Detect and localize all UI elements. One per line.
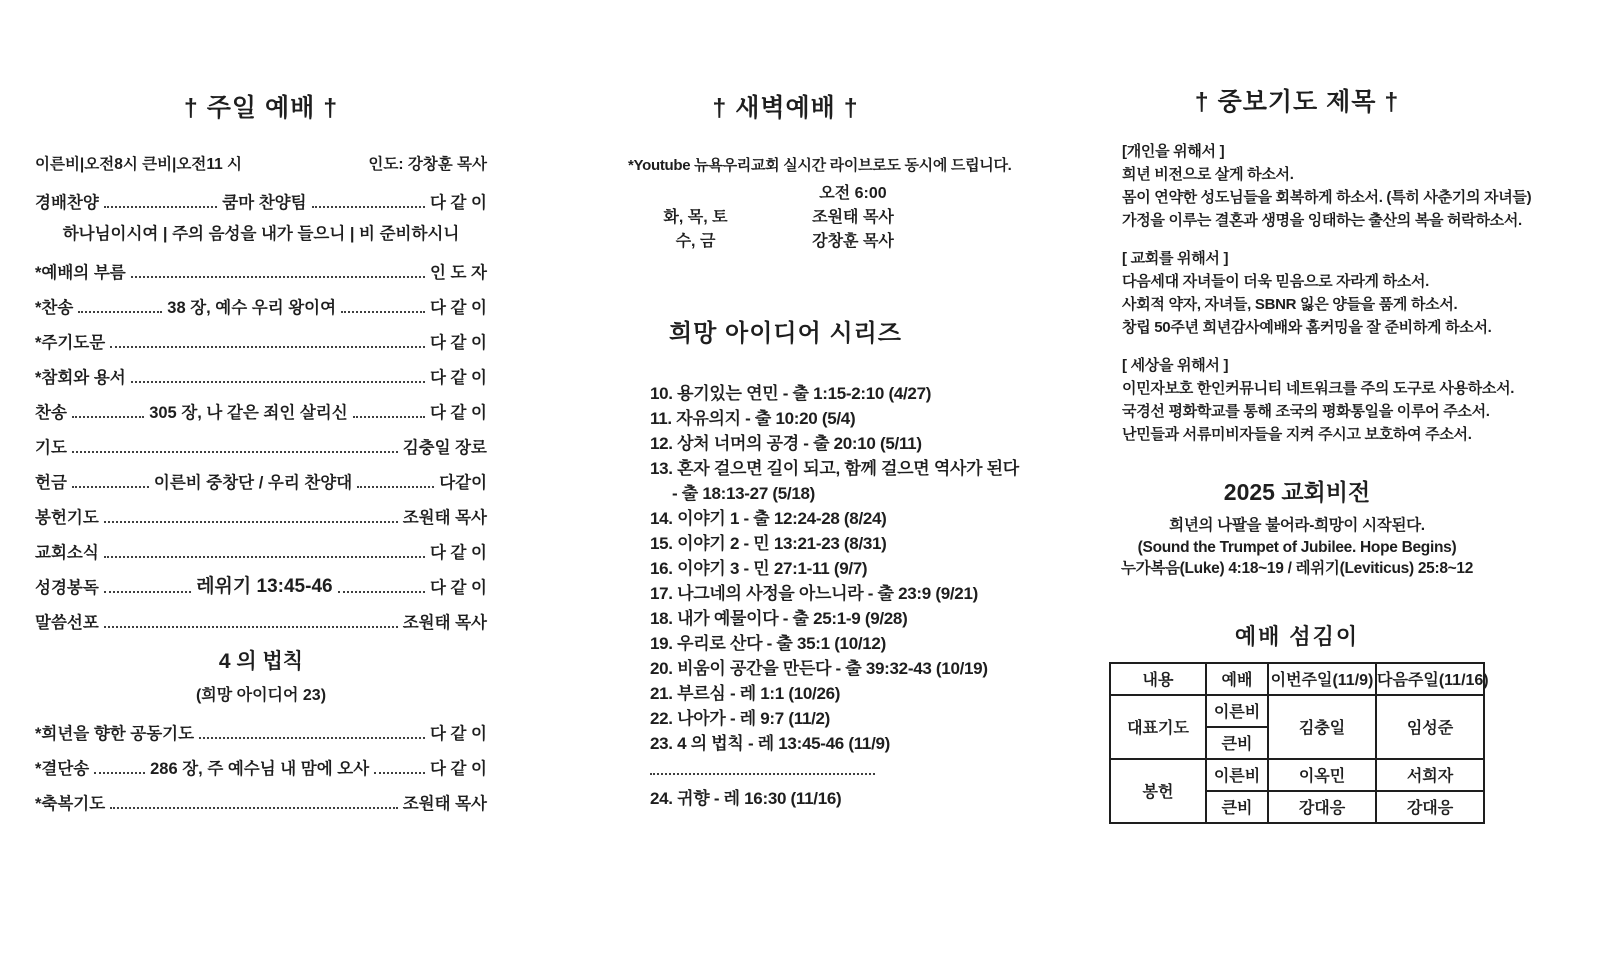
row-label: 봉헌기도 [35,509,99,527]
row-label: 경배찬양 [35,194,99,212]
series-item-continuation: - 출 18:13-27 (5/18) [672,484,816,503]
prayer-group-church [1122,247,1491,339]
sunday-worship-column [35,88,487,818]
series-item: 16. 이야기 3 - 민 27:1-11 (9/7) [650,559,868,578]
row-value: 다 같 이 [430,404,488,422]
service-row [35,357,487,392]
servants-table [1109,662,1489,824]
row-label: 성경봉독 [35,579,99,597]
prayer-group-header: [개인을 위해서 ] [1122,143,1225,160]
service-row [35,462,487,497]
closing-order [35,713,487,818]
dotted-leader [72,451,398,453]
service-row [35,497,487,532]
service-row [35,322,487,357]
sermon-subtitle: (희망 아이디어 23) [195,687,327,704]
schedule-row [628,227,943,251]
service-row [35,783,487,818]
dotted-leader [341,311,425,313]
dotted-leader [338,591,425,593]
sunday-worship-title: † 주일 예배 † [183,94,339,122]
row-value: 다 같 이 [430,579,488,597]
schedule-row [628,179,943,203]
row-value: 다 같 이 [430,760,488,778]
row-label: *참회와 용서 [35,369,126,387]
sunday-meta-row [35,152,487,174]
series-item: 13. 혼자 걸으면 길이 되고, 함께 걸으면 역사가 된다 [650,459,1019,478]
cell-name: 이옥민 [1268,759,1376,791]
service-row [35,602,487,637]
cell-service: 큰비 [1206,791,1268,823]
row-value: 다 같 이 [430,299,488,317]
vision-scripture: 누가복음(Luke) 4:18~19 / 레위기(Leviticus) 25:8~12 [1120,560,1474,577]
schedule-days: 화, 목, 토 [663,208,728,226]
prayer-line: 희년 비전으로 살게 하소서. [1122,166,1294,183]
service-row [35,567,487,602]
row-value: 조원태 목사 [402,509,487,527]
row-label: *주기도문 [35,334,106,352]
vision-slogan-english: (Sound the Trumpet of Jubilee. Hope Begins) [1137,538,1457,556]
dotted-leader [78,311,162,313]
dotted-leader [357,486,434,488]
service-row [35,252,487,287]
prayer-line: 다음세대 자녀들이 더욱 믿음으로 자라게 하소서. [1122,273,1430,290]
dawn-worship-title: † 새벽예배 † [712,94,859,122]
row-detail: 286 장, 주 예수님 내 맘에 오사 [150,760,370,778]
schedule-pastor: 조원태 목사 [812,208,894,226]
service-row [35,427,487,462]
row-value: 조원태 목사 [402,614,487,632]
sermon-title: 4 의 법칙 [218,650,304,673]
dotted-leader [94,772,145,774]
table-row [1110,695,1484,727]
header-next-week: 다음주일(11/16) [1376,663,1484,695]
cell-name: 강대응 [1268,791,1376,823]
series-item: 14. 이야기 1 - 출 12:24-28 (8/24) [650,509,887,528]
row-value: 다 같 이 [430,194,488,212]
dotted-leader [131,381,425,383]
row-value: 다 같 이 [430,334,487,352]
row-label: 교회소식 [35,544,99,562]
series-item: 24. 귀향 - 레 16:30 (11/16) [650,789,842,808]
cell-name: 김충일 [1268,695,1376,759]
row-detail: 38 장, 예수 우리 왕이여 [167,299,337,317]
dotted-leader [110,807,398,809]
row-detail: 쿰마 찬양팀 [222,194,307,212]
cell-category: 대표기도 [1110,695,1206,759]
row-label: 기도 [35,439,67,457]
vision-title: 2025 교회비전 [1223,479,1371,505]
row-value: 다같이 [439,474,488,492]
prayer-line: 창립 50주년 희년감사예배와 홈커밍을 잘 준비하게 하소서. [1122,319,1492,336]
series-item: 11. 자유의지 - 출 10:20 (5/4) [650,409,856,428]
intercession-column [1103,82,1532,824]
praise-hymn-line: 하나님이시여 | 주의 음성을 내가 들으니 | 비 준비하시니 [62,225,460,243]
prayer-line: 이민자보호 한인커뮤니티 네트워크를 주의 도구로 사용하소서. [1122,380,1515,397]
vision-slogan-korean: 희년의 나팔을 불어라-희망이 시작된다. [1169,517,1425,534]
row-label: *희년을 향한 공동기도 [35,725,195,743]
header-this-week: 이번주일(11/9) [1268,663,1376,695]
series-item: 21. 부르심 - 레 1:1 (10/26) [650,684,841,703]
dotted-leader [72,416,144,418]
dotted-leader [72,486,149,488]
series-item: 23. 4 의 법칙 - 레 13:45-46 (11/9) [650,734,891,753]
dotted-leader [104,626,398,628]
service-row [35,182,487,217]
law-of-four-section [35,645,487,818]
youtube-live-note: *Youtube 뉴욕우리교회 실시간 라이브로도 동시에 드립니다. [628,157,1012,174]
service-row [35,713,487,748]
row-value: 인 도 자 [430,264,487,282]
servants-title: 예배 섬김이 [1234,623,1360,649]
intercession-groups [1103,140,1532,446]
dotted-leader [353,416,425,418]
prayer-line: 난민들과 서류미비자들을 지켜 주시고 보호하여 주소서. [1122,426,1472,443]
service-row [35,748,487,783]
prayer-group-header: [ 세상을 위해서 ] [1122,357,1229,374]
series-item: 17. 나그네의 사정을 아느니라 - 출 23:9 (9/21) [650,584,978,603]
service-row [35,532,487,567]
dotted-leader [199,737,425,739]
intercession-title: † 중보기도 제목 † [1194,88,1400,116]
order-of-service [35,182,487,637]
dawn-time: 오전 6:00 [819,184,887,202]
row-label: *축복기도 [35,795,106,813]
header-content: 내용 [1110,663,1206,695]
dotted-leader [374,772,425,774]
service-row [35,392,487,427]
dotted-leader [104,521,398,523]
dotted-separator [650,773,875,775]
cell-name: 서희자 [1376,759,1484,791]
cell-service: 이른비 [1206,695,1268,727]
row-value: 조원태 목사 [402,795,487,813]
dotted-leader [104,206,217,208]
church-vision-section [1103,474,1491,580]
row-label: *결단송 [35,760,90,778]
prayer-line: 몸이 연약한 성도님들을 회복하게 하소서. (특히 사춘기의 자녀들) [1122,189,1532,206]
header-service: 예배 [1206,663,1268,695]
dawn-worship-column [628,88,1019,811]
hope-series-list [628,381,1019,811]
dotted-leader [131,276,425,278]
table-row [1110,759,1484,791]
series-item: 15. 이야기 2 - 민 13:21-23 (8/31) [650,534,887,553]
prayer-group-world [1122,354,1515,446]
dotted-leader [110,346,425,348]
row-value: 김충일 장로 [402,439,487,457]
service-times: 이른비|오전8시 큰비|오전11 시 [35,156,242,173]
table-header-row [1110,663,1484,695]
series-item: 22. 나아가 - 레 9:7 (11/2) [650,709,831,728]
scripture-reading: 레위기 13:45-46 [196,576,333,597]
row-value: 다 같 이 [430,725,487,743]
schedule-row [628,203,943,227]
row-value: 다 같 이 [430,544,487,562]
service-row [35,287,487,322]
row-label: 헌금 [35,474,67,492]
cell-service: 이른비 [1206,759,1268,791]
dotted-leader [104,556,425,558]
series-item: 20. 비움이 공간을 만든다 - 출 39:32-43 (10/19) [650,659,988,678]
prayer-line: 가정을 이루는 결혼과 생명을 잉태하는 출산의 복을 허락하소서. [1122,212,1522,229]
cell-name: 강대응 [1376,791,1484,823]
row-label: 말씀선포 [35,614,99,632]
cell-name: 임성준 [1376,695,1484,759]
cell-category: 봉헌 [1110,759,1206,823]
schedule-pastor: 강창훈 목사 [812,232,894,250]
dotted-leader [312,206,425,208]
row-label: 찬송 [35,404,67,422]
prayer-line: 사회적 약자, 자녀들, SBNR 잃은 양들을 품게 하소서. [1122,296,1458,313]
dawn-schedule [628,179,943,251]
prayer-group-header: [ 교회를 위해서 ] [1122,250,1229,267]
row-label: *예배의 부름 [35,264,126,282]
row-detail: 이른비 중창단 / 우리 찬양대 [153,474,353,492]
series-item: 10. 용기있는 연민 - 출 1:15-2:10 (4/27) [650,384,932,403]
worship-servants-section [1103,620,1491,824]
series-item: 12. 상처 너머의 공경 - 출 20:10 (5/11) [650,434,922,453]
prayer-line: 국경선 평화학교를 통해 조국의 평화통일을 이루어 주소서. [1122,403,1490,420]
hope-series-title: 희망 아이디어 시리즈 [669,320,902,347]
row-label: *찬송 [35,299,74,317]
row-detail: 305 장, 나 같은 죄인 살리신 [149,404,348,422]
cell-service: 큰비 [1206,727,1268,759]
row-value: 다 같 이 [430,369,487,387]
dotted-leader [104,591,191,593]
worship-leader: 인도: 강창훈 목사 [368,156,487,173]
series-item: 19. 우리로 산다 - 출 35:1 (10/12) [650,634,886,653]
schedule-days: 수, 금 [675,232,716,250]
series-item: 18. 내가 예물이다 - 출 25:1-9 (9/28) [650,609,908,628]
prayer-group-personal [1122,140,1532,232]
